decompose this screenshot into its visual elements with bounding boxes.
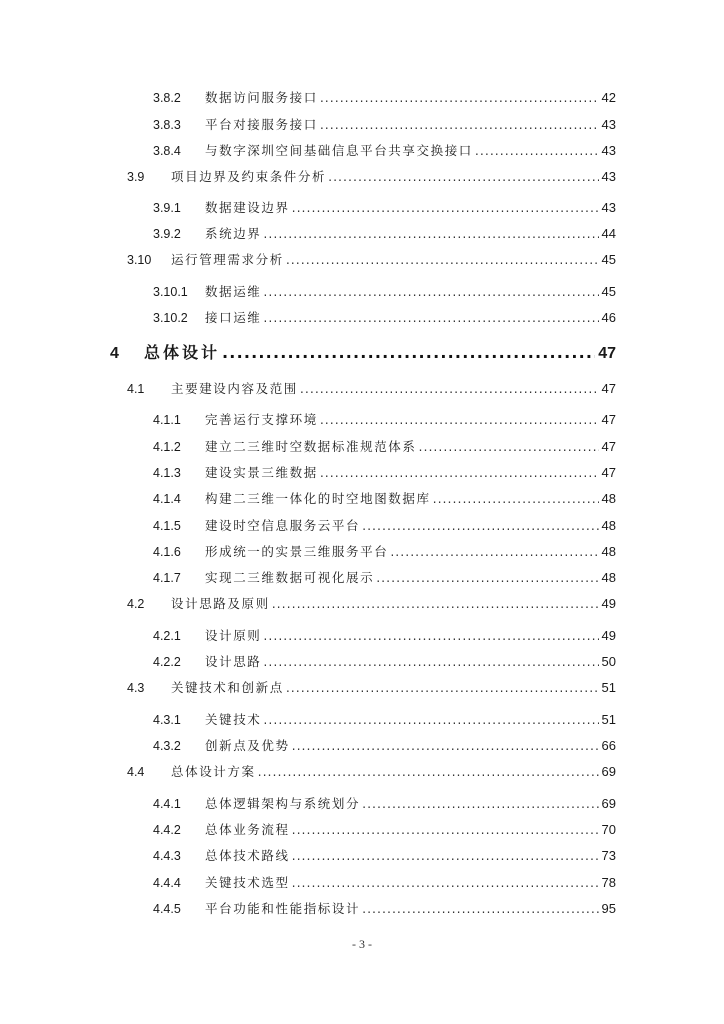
- toc-title: 数据运维: [205, 284, 262, 299]
- toc-leader-dots: [292, 738, 599, 754]
- toc-entry[interactable]: [127, 381, 616, 397]
- toc-entry[interactable]: [153, 518, 616, 534]
- toc-number: 4: [110, 345, 119, 362]
- toc-page-number: 46: [601, 310, 616, 325]
- toc-title: 数据建设边界: [205, 200, 290, 215]
- toc-page-number: 70: [601, 822, 616, 837]
- toc-leader-dots: [263, 226, 598, 242]
- toc-number: 4.2.1: [153, 629, 181, 643]
- toc-number: 4.1.7: [153, 571, 181, 585]
- toc-title: 设计思路及原则: [171, 596, 270, 611]
- toc-leader-dots: [362, 518, 598, 534]
- toc-number: 4.1.5: [153, 519, 181, 533]
- toc-title: 运行管理需求分析: [171, 252, 284, 267]
- toc-page-number: 47: [601, 381, 616, 396]
- toc-leader-dots: [328, 169, 598, 185]
- toc-entry[interactable]: [153, 143, 616, 159]
- toc-leader-dots: [362, 796, 598, 812]
- toc-entry[interactable]: [153, 544, 616, 560]
- toc-title: 完善运行支撑环境: [205, 412, 318, 427]
- toc-page-number: 51: [601, 680, 616, 695]
- toc-title: 关键技术选型: [205, 875, 290, 890]
- toc-page-number: 49: [601, 628, 616, 643]
- toc-leader-dots: [263, 284, 598, 300]
- toc-page-number: 48: [601, 544, 616, 559]
- toc-number: 4.1.3: [153, 466, 181, 480]
- toc-leader-dots: [320, 465, 599, 481]
- toc-entry[interactable]: [153, 738, 616, 754]
- toc-number: 4.1.1: [153, 413, 181, 427]
- toc-leader-dots: [292, 200, 599, 216]
- toc-title: 建设时空信息服务云平台: [205, 518, 361, 533]
- toc-title: 设计思路: [205, 654, 262, 669]
- toc-leader-dots: [362, 901, 598, 917]
- toc-title: 总体业务流程: [205, 822, 290, 837]
- toc-number: 3.8.2: [153, 91, 181, 105]
- toc-entry[interactable]: [153, 439, 616, 455]
- toc-title: 平台对接服务接口: [205, 117, 318, 132]
- toc-number: 3.10: [127, 253, 152, 267]
- toc-leader-dots: [376, 570, 598, 586]
- toc-title: 项目边界及约束条件分析: [171, 169, 327, 184]
- toc-number: 4.1.6: [153, 545, 181, 559]
- toc-entry[interactable]: [153, 412, 616, 428]
- toc-page-number: 69: [601, 764, 616, 779]
- toc-page-number: 47: [598, 345, 616, 362]
- toc-entry[interactable]: [127, 252, 616, 268]
- toc-number: 3.9.2: [153, 227, 181, 241]
- toc-page-number: 45: [601, 284, 616, 299]
- toc-leader-dots: [320, 412, 599, 428]
- toc-entry[interactable]: [127, 764, 616, 780]
- toc-title: 创新点及优势: [205, 738, 290, 753]
- toc-page-number: 66: [601, 738, 616, 753]
- toc-title: 构建二三维一体化的时空地图数据库: [205, 491, 431, 506]
- toc-leader-dots: [320, 90, 599, 106]
- toc-page-number: 48: [601, 518, 616, 533]
- toc-entry[interactable]: [153, 310, 616, 326]
- toc-entry[interactable]: [153, 875, 616, 891]
- toc-entry[interactable]: [153, 491, 616, 507]
- toc-entry[interactable]: [153, 654, 616, 670]
- toc-title: 建立二三维时空数据标准规范体系: [205, 439, 417, 454]
- toc-entry-chapter[interactable]: [110, 343, 616, 364]
- toc-entry[interactable]: [153, 200, 616, 216]
- toc-leader-dots: [320, 117, 599, 133]
- toc-title: 接口运维: [205, 310, 262, 325]
- toc-leader-dots: [475, 143, 599, 159]
- toc-page-number: 95: [601, 901, 616, 916]
- toc-number: 3.10.2: [153, 311, 188, 325]
- toc-leader-dots: [292, 875, 599, 891]
- toc-leader-dots: [263, 712, 598, 728]
- toc-page-number: 43: [601, 117, 616, 132]
- toc-leader-dots: [433, 491, 599, 507]
- toc-title: 系统边界: [205, 226, 262, 241]
- toc-leader-dots: [292, 822, 599, 838]
- toc-leader-dots: [263, 310, 598, 326]
- toc-title: 建设实景三维数据: [205, 465, 318, 480]
- toc-page-number: 48: [601, 570, 616, 585]
- toc-number: 3.10.1: [153, 285, 188, 299]
- toc-title: 总体设计: [144, 343, 221, 362]
- toc-page-number: 78: [601, 875, 616, 890]
- toc-title: 关键技术和创新点: [171, 680, 284, 695]
- toc-entry[interactable]: [153, 848, 616, 864]
- toc-leader-dots: [286, 252, 599, 268]
- toc-page-number: 51: [601, 712, 616, 727]
- toc-leader-dots: [272, 596, 599, 612]
- page-footer-number: - 3 -: [352, 937, 372, 951]
- toc-title: 实现二三维数据可视化展示: [205, 570, 375, 585]
- toc-entry[interactable]: [153, 570, 616, 586]
- toc-number: 3.9.1: [153, 201, 181, 215]
- toc-title: 形成统一的实景三维服务平台: [205, 544, 389, 559]
- toc-number: 3.8.3: [153, 118, 181, 132]
- toc-leader-dots: [258, 764, 599, 780]
- toc-entry[interactable]: [153, 117, 616, 133]
- toc-leader-dots: [300, 381, 599, 397]
- toc-page-number: 47: [601, 439, 616, 454]
- toc-page-number: 44: [601, 226, 616, 241]
- toc-entry[interactable]: [153, 901, 616, 917]
- toc-title: 设计原则: [205, 628, 262, 643]
- toc-title: 主要建设内容及范围: [171, 381, 298, 396]
- toc-entry[interactable]: [127, 680, 616, 696]
- toc-number: 4.2.2: [153, 655, 181, 669]
- toc-number: 4.1.4: [153, 492, 181, 506]
- toc-page-number: 50: [601, 654, 616, 669]
- toc-leader-dots: [286, 680, 599, 696]
- toc-page-number: 47: [601, 412, 616, 427]
- toc-entry[interactable]: [153, 284, 616, 300]
- toc-entry[interactable]: [153, 90, 616, 106]
- toc-leader-dots: [263, 654, 598, 670]
- toc-title: 总体逻辑架构与系统划分: [205, 796, 361, 811]
- toc-leader-dots: [390, 544, 598, 560]
- toc-entry[interactable]: [127, 169, 616, 185]
- toc-title: 数据访问服务接口: [205, 90, 318, 105]
- toc-page-number: 49: [601, 596, 616, 611]
- toc-page-number: 45: [601, 252, 616, 267]
- toc-page-number: 43: [601, 143, 616, 158]
- toc-number: 4.4.3: [153, 849, 181, 863]
- toc-number: 4.1.2: [153, 440, 181, 454]
- toc-entry[interactable]: [153, 226, 616, 242]
- toc-entry[interactable]: [153, 712, 616, 728]
- toc-number: 4.4.4: [153, 876, 181, 890]
- toc-leader-dots: [222, 343, 595, 363]
- toc-leader-dots: [292, 848, 599, 864]
- toc-number: 4.4.5: [153, 902, 181, 916]
- toc-entry[interactable]: [153, 822, 616, 838]
- toc-number: 4.3.2: [153, 739, 181, 753]
- toc-number: 4.3: [127, 681, 145, 695]
- toc-entry[interactable]: [153, 628, 616, 644]
- toc-number: 4.2: [127, 597, 145, 611]
- toc-number: 4.1: [127, 382, 145, 396]
- toc-entry[interactable]: [127, 596, 616, 612]
- toc-page-number: 42: [601, 90, 616, 105]
- toc-title: 平台功能和性能指标设计: [205, 901, 361, 916]
- toc-page-number: 73: [601, 848, 616, 863]
- toc-number: 3.9: [127, 170, 145, 184]
- toc-title: 关键技术: [205, 712, 262, 727]
- toc-number: 3.8.4: [153, 144, 181, 158]
- toc-number: 4.4.1: [153, 797, 181, 811]
- toc-entry[interactable]: [153, 796, 616, 812]
- toc-page-number: 69: [601, 796, 616, 811]
- toc-title: 总体设计方案: [171, 764, 256, 779]
- toc-page-number: 48: [601, 491, 616, 506]
- toc-number: 4.4.2: [153, 823, 181, 837]
- toc-page-number: 47: [601, 465, 616, 480]
- toc-title: 与数字深圳空间基础信息平台共享交换接口: [205, 143, 473, 158]
- toc-title: 总体技术路线: [205, 848, 290, 863]
- toc-number: 4.4: [127, 765, 145, 779]
- toc-number: 4.3.1: [153, 713, 181, 727]
- toc-leader-dots: [263, 628, 598, 644]
- toc-page-number: 43: [601, 200, 616, 215]
- toc-leader-dots: [419, 439, 599, 455]
- toc-page-number: 43: [601, 169, 616, 184]
- toc-entry[interactable]: [153, 465, 616, 481]
